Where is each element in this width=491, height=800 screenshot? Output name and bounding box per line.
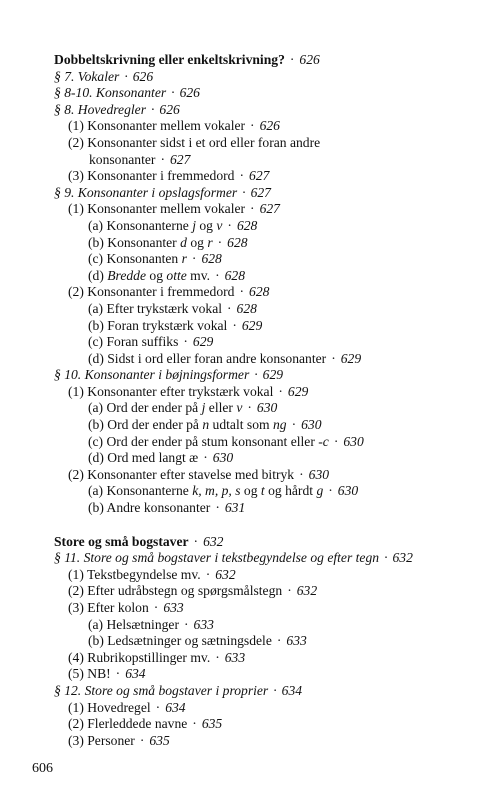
entry-text: (2) Flerleddede navne — [68, 716, 188, 732]
entry-text: og — [186, 234, 208, 250]
entry-text: otte — [166, 267, 187, 283]
section-spacer — [54, 517, 471, 534]
page-ref: 634 — [281, 682, 303, 698]
toc-entry — [54, 617, 471, 634]
entry-text: (3) Efter kolon — [68, 600, 149, 615]
entry-text: j — [201, 400, 206, 416]
entry-text: (c) Konsonanten — [88, 251, 182, 267]
separator-dot: · — [215, 500, 220, 516]
page-ref: 635 — [201, 716, 223, 732]
separator-dot: · — [191, 251, 197, 267]
page-ref: 626 — [179, 85, 200, 101]
entry-text: (c) Ord der ender på stum konsonant eller — [88, 433, 319, 449]
page-ref: 632 — [392, 550, 413, 566]
entry-text: (1) Hovedregel — [68, 699, 151, 715]
separator-dot: · — [203, 450, 208, 466]
entry-text: (1) Konsonanter mellem vokaler — [68, 201, 246, 217]
page-ref: 627 — [169, 151, 191, 167]
toc-entry — [54, 318, 471, 335]
separator-dot: · — [192, 716, 197, 732]
entry-text: k, m, p, s — [192, 483, 241, 499]
toc-entry — [54, 417, 471, 434]
entry-text: mv. — [186, 267, 211, 283]
separator-dot: · — [232, 317, 237, 333]
toc-section-entry — [54, 683, 471, 700]
page-ref: 629 — [262, 367, 284, 383]
entry-text: v — [236, 400, 243, 416]
entry-text: og — [195, 217, 217, 233]
entry-text: Bredde — [107, 267, 146, 283]
toc-entry — [54, 666, 471, 683]
separator-dot: · — [115, 666, 121, 682]
table-of-contents — [54, 52, 471, 749]
toc-entry — [54, 500, 471, 517]
entry-text: § 8. Hovedregler — [54, 101, 146, 117]
entry-text: r — [181, 251, 187, 267]
page-ref: 628 — [227, 234, 248, 250]
entry-text: (b) Konsonanter — [88, 234, 181, 250]
entry-text: (3) Konsonanter i fremmedord — [68, 168, 235, 184]
page-ref: 627 — [259, 201, 280, 217]
entry-text: (b) Andre konsonanter — [88, 500, 211, 516]
separator-dot: · — [171, 85, 175, 101]
page-ref: 631 — [224, 500, 246, 516]
separator-dot: · — [227, 300, 232, 316]
chapter-heading — [54, 52, 471, 69]
toc-entry — [54, 351, 471, 368]
page-ref: 626 — [259, 118, 280, 134]
toc-section-entry — [54, 550, 471, 567]
separator-dot: · — [227, 217, 232, 233]
entry-text: (b) Ledsætninger og sætningsdele — [88, 633, 272, 649]
entry-text: § 11. Store og små bogstaver i tekstbegyndelse og efter tegn — [54, 550, 380, 566]
toc-entry — [54, 301, 471, 318]
entry-text: (b) Foran trykstærk vokal — [88, 317, 228, 333]
entry-text: (a) Efter trykstærk vokal — [88, 300, 223, 316]
toc-entry — [54, 152, 471, 169]
chapter-title: Dobbeltskrivning eller enkeltskrivning? — [54, 52, 285, 67]
entry-text: (a) Konsonanterne — [88, 217, 193, 233]
separator-dot: · — [254, 367, 258, 383]
separator-dot: · — [250, 201, 255, 217]
separator-dot: · — [215, 649, 220, 665]
entry-text: (b) Ord der ender på — [88, 417, 203, 433]
entry-text: eller — [205, 400, 237, 416]
separator-dot: · — [150, 101, 155, 117]
page-ref: 632 — [296, 583, 318, 599]
entry-text: og hårdt — [264, 483, 317, 499]
entry-text: r — [207, 234, 213, 250]
separator-dot: · — [205, 566, 211, 582]
page-ref: 630 — [343, 433, 364, 449]
separator-dot: · — [278, 383, 283, 399]
page-ref: 630 — [301, 417, 322, 433]
separator-dot: · — [247, 400, 252, 416]
separator-dot: · — [289, 52, 295, 67]
toc-entry — [54, 733, 471, 750]
page-ref: 634 — [165, 699, 186, 715]
separator-dot: · — [215, 267, 220, 283]
page-ref: 633 — [286, 633, 307, 649]
separator-dot: · — [242, 184, 246, 200]
toc-entry — [54, 201, 471, 218]
toc-entry — [54, 168, 471, 185]
toc-section-entry — [54, 367, 471, 384]
entry-text: og — [240, 483, 261, 499]
page-ref: 628 — [201, 251, 222, 267]
page-ref: 629 — [192, 334, 214, 350]
toc-entry — [54, 434, 471, 451]
entry-text: ng — [272, 417, 287, 433]
toc-entry — [54, 400, 471, 417]
chapter-heading — [54, 534, 471, 551]
toc-entry — [54, 583, 471, 600]
toc-entry — [54, 600, 471, 617]
page-ref: 632 — [215, 566, 236, 582]
page-ref: 634 — [125, 666, 146, 682]
toc-entry — [54, 716, 471, 733]
toc-entry — [54, 567, 471, 584]
page-ref: 629 — [340, 350, 362, 366]
page-ref: 626 — [132, 68, 154, 84]
page-ref: 632 — [203, 533, 224, 549]
entry-text: (a) Helsætninger — [88, 616, 179, 632]
toc-entry — [54, 450, 471, 467]
entry-text: (d) Ord med langt æ — [88, 450, 199, 466]
entry-text: j — [192, 217, 196, 233]
page-ref: 629 — [287, 383, 309, 399]
separator-dot: · — [333, 433, 339, 449]
entry-text: og — [146, 267, 167, 283]
entry-text: (1) Tekstbegyndelse mv. — [68, 566, 201, 582]
toc-entry — [54, 135, 471, 152]
separator-dot: · — [153, 600, 159, 615]
page-ref: 629 — [241, 317, 263, 333]
entry-text: (2) Konsonanter efter stavelse med bitryk — [68, 466, 295, 482]
toc-section-entry — [54, 102, 471, 119]
page-ref: 626 — [299, 52, 320, 67]
toc-section-entry — [54, 69, 471, 86]
entry-text: t — [260, 483, 265, 499]
separator-dot: · — [287, 583, 292, 599]
entry-text: § 7. Vokaler — [54, 68, 120, 84]
entry-text: (1) Konsonanter mellem vokaler — [68, 118, 246, 134]
separator-dot: · — [250, 118, 255, 134]
separator-dot: · — [217, 234, 223, 250]
page-ref: 630 — [256, 400, 278, 416]
entry-text: (3) Personer — [68, 732, 135, 748]
entry-text: n — [202, 417, 210, 433]
page-ref: 627 — [249, 168, 270, 184]
entry-text: v — [216, 217, 223, 233]
separator-dot: · — [183, 334, 188, 350]
page-ref: 633 — [163, 600, 184, 615]
entry-text: udtalt som — [209, 417, 273, 433]
toc-entry — [54, 334, 471, 351]
separator-dot: · — [193, 533, 199, 549]
entry-text: -c — [318, 433, 329, 449]
page-ref: 630 — [212, 450, 234, 466]
page-ref: 628 — [236, 300, 257, 316]
toc-entry — [54, 633, 471, 650]
entry-text: (2) Konsonanter i fremmedord — [68, 284, 235, 300]
page-ref: 628 — [236, 217, 258, 233]
page-ref: 628 — [224, 267, 245, 283]
separator-dot: · — [331, 350, 336, 366]
entry-text: konsonanter — [89, 151, 156, 167]
page-number: 606 — [32, 761, 53, 776]
toc-section-entry — [54, 85, 471, 102]
toc-entry — [54, 467, 471, 484]
toc-entry — [54, 218, 471, 235]
separator-dot: · — [183, 616, 189, 632]
entry-text: § 10. Konsonanter i bøjningsformer — [54, 367, 250, 383]
entry-text: (a) Konsonanterne — [88, 483, 193, 499]
toc-section-entry — [54, 185, 471, 202]
page-ref: 633 — [193, 616, 214, 632]
page-ref: 633 — [224, 649, 246, 665]
separator-dot: · — [384, 550, 388, 566]
toc-entry — [54, 700, 471, 717]
entry-text: (d) Sidst i ord eller foran andre konsonanter — [88, 350, 327, 366]
toc-entry — [54, 235, 471, 252]
separator-dot: · — [299, 466, 304, 482]
page-ref: 630 — [308, 466, 330, 482]
entry-text: (d) — [88, 267, 108, 283]
toc-entry — [54, 650, 471, 667]
toc-entry — [54, 483, 471, 500]
separator-dot: · — [139, 732, 145, 748]
toc-entry — [54, 284, 471, 301]
toc-entry — [54, 118, 471, 135]
entry-text: § 12. Store og små bogstaver i proprier — [54, 682, 269, 698]
entry-text: (a) Ord der ender på — [88, 400, 202, 416]
toc-entry — [54, 384, 471, 401]
entry-text: (1) Konsonanter efter trykstærk vokal — [68, 383, 274, 399]
separator-dot: · — [124, 68, 128, 84]
entry-text: (2) Konsonanter sidst i et ord eller foran andre — [68, 134, 321, 150]
separator-dot: · — [273, 682, 277, 698]
page-ref: 627 — [250, 184, 271, 200]
separator-dot: · — [239, 284, 245, 300]
separator-dot: · — [291, 417, 297, 433]
page-ref: 630 — [337, 483, 359, 499]
entry-text: g — [316, 483, 324, 499]
entry-text: (c) Foran suffiks — [88, 334, 179, 350]
entry-text: (5) NB! — [68, 666, 111, 682]
toc-entry — [54, 251, 471, 268]
page-ref: 628 — [249, 284, 270, 300]
separator-dot: · — [160, 151, 165, 167]
toc-entry — [54, 268, 471, 285]
separator-dot: · — [239, 168, 245, 184]
page-ref: 626 — [159, 101, 180, 117]
entry-text: (4) Rubrikopstillinger mv. — [68, 649, 211, 665]
separator-dot: · — [155, 699, 161, 715]
entry-text: § 8-10. Konsonanter — [54, 85, 167, 101]
separator-dot: · — [276, 633, 282, 649]
chapter-title: Store og små bogstaver — [54, 533, 189, 549]
entry-text: d — [180, 234, 187, 250]
page-ref: 635 — [149, 732, 170, 748]
separator-dot: · — [328, 483, 333, 499]
entry-text: § 9. Konsonanter i opslagsformer — [54, 184, 238, 200]
entry-text: (2) Efter udråbstegn og spørgsmålstegn — [68, 583, 283, 599]
